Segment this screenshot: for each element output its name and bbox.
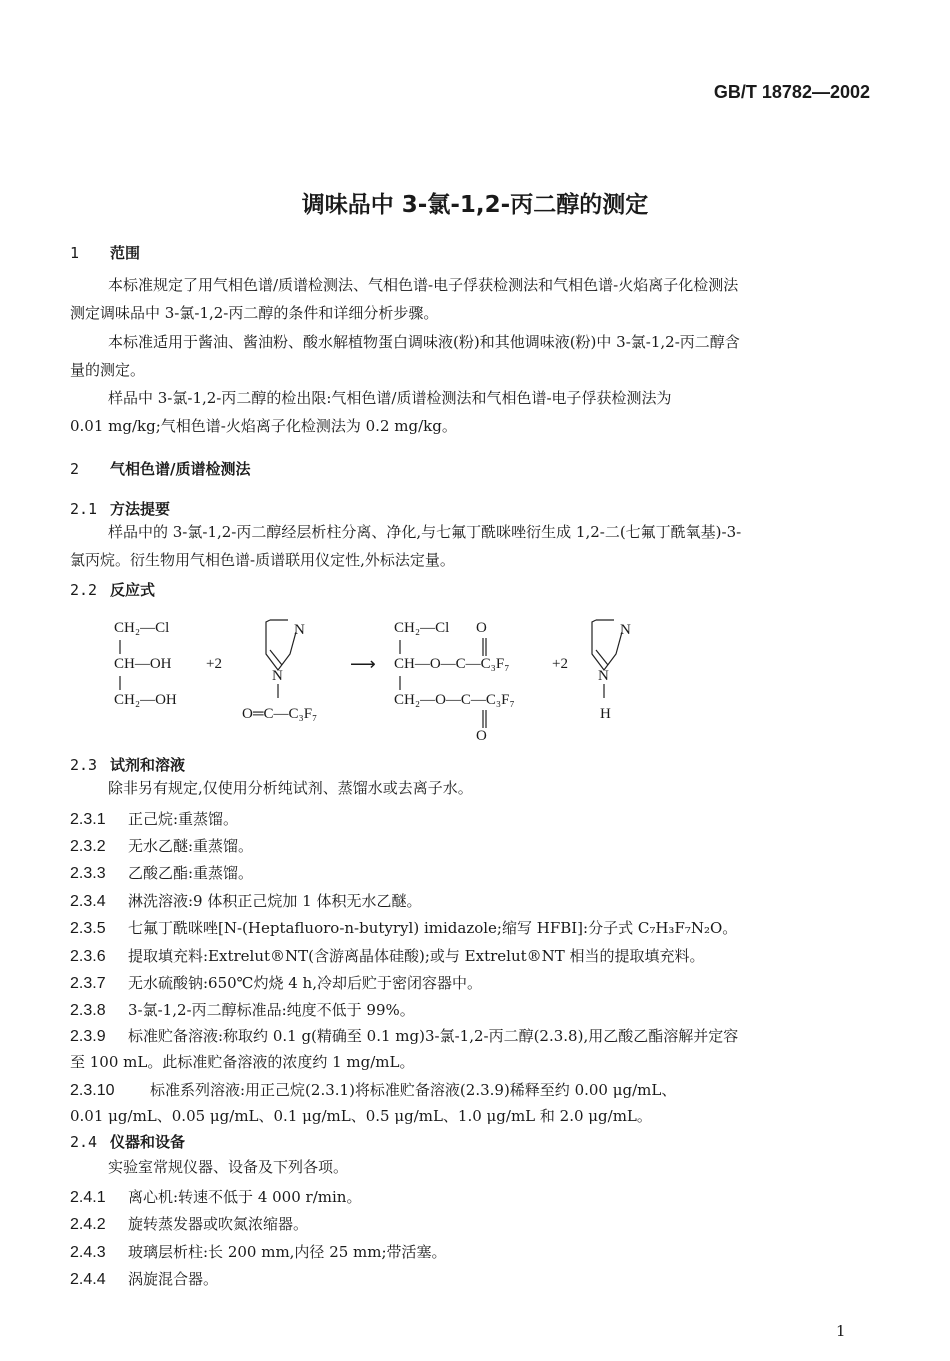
item-number: 2.3.1 [70,811,106,828]
item-text: 提取填充料:Extrelut®NT(含游离晶体硅酸);或与 Extrelut®NT 相当的提取填充料。 [128,947,705,965]
item-text: 至 100 mL。此标准贮备溶液的浓度约 1 mg/mL。 [70,1053,415,1071]
carbonyl-oxygen: O [476,728,487,744]
paragraph: 量的测定。 [70,361,146,379]
item-text: 正己烷:重蒸馏。 [128,810,239,828]
paragraph: 样品中的 3-氯-1,2-丙二醇经层析柱分离、净化,与七氟丁酰咪唑衍生成 1,2-二(七氟丁酰氧基)-3- [108,523,742,541]
paragraph: 0.01 mg/kg;气相色谱-火焰离子化检测法为 0.2 mg/kg。 [70,417,457,435]
product-chain-bottom: CH₂—O—C—C₃F₇ [394,692,515,708]
item-text: 3-氯-1,2-丙二醇标准品:纯度不低于 99%。 [128,1001,415,1019]
list-item [70,835,253,856]
paragraph: 本标准规定了用气相色谱/质谱检测法、气相色谱-电子俘获检测法和气相色谱-火焰离子化检测法 [108,276,739,294]
list-item [70,917,737,938]
item-number: 2.3.5 [70,920,106,937]
standard-number: GB/T 18782—2002 [713,82,870,102]
list-item [70,945,705,966]
section-number: 2.2 [70,581,98,599]
list-item [70,808,238,829]
carbonyl-oxygen: O [476,620,487,636]
plus-sign: +2 [552,656,568,672]
list-item [70,1186,361,1207]
paragraph: 测定调味品中 3-氯-1,2-丙二醇的条件和详细分析步骤。 [70,304,439,322]
paragraph: 样品中 3-氯-1,2-丙二醇的检出限:气相色谱/质谱检测法和气相色谱-电子俘获检测法为 [108,389,672,407]
section-number: 2.1 [70,500,98,518]
section-number: 2.3 [70,756,98,774]
subsection-2-2-heading [70,579,155,600]
ring-n-label: N [598,668,609,684]
section-number: 2 [70,460,80,478]
section-number: 2.4 [70,1133,98,1151]
list-item [70,890,421,911]
reactant-chain-bottom: CH₂—OH [114,692,177,708]
section-title: 反应式 [110,581,156,599]
list-item [70,1241,447,1262]
list-item [70,1213,308,1234]
paragraph: 本标准适用于酱油、酱油粉、酸水解植物蛋白调味液(粉)和其他调味液(粉)中 3-氯-1,2-丙二醇含 [108,333,740,351]
reaction-scheme [100,610,660,750]
item-number: 2.4.1 [70,1189,106,1206]
section-title: 方法提要 [110,500,171,518]
section-title: 范围 [110,244,141,262]
subsection-2-1-heading [70,498,170,519]
section-2-heading [70,458,250,479]
item-number: 2.3.7 [70,975,106,992]
item-number: 2.3.2 [70,838,106,855]
item-number: 2.3.10 [70,1082,115,1099]
section-title: 气相色谱/质谱检测法 [110,460,251,478]
item-number: 2.3.3 [70,865,106,882]
item-number: 2.3.6 [70,948,106,965]
item-text: 标准贮备溶液:称取约 0.1 g(精确至 0.1 mg)3-氯-1,2-丙二醇(2.3.8),用乙酸乙酯溶解并定容 [128,1027,739,1045]
list-item [70,972,482,993]
subsection-2-4-heading [70,1131,185,1152]
section-title: 仪器和设备 [110,1133,186,1151]
page-number: 1 [836,1322,846,1340]
list-item [70,1268,218,1289]
item-text: 涡旋混合器。 [128,1270,219,1288]
list-item-continuation [70,1105,652,1126]
list-item-continuation [70,1051,415,1072]
acyl-substituent: O═C—C₃F₇ [242,706,318,722]
list-item [70,1025,738,1046]
plus-sign: +2 [206,656,222,672]
reactant-chain-middle: CH—OH [114,656,172,672]
reaction-arrow: ⟶ [350,654,376,674]
item-number: 2.3.9 [70,1028,106,1045]
reactant-chain-top: CH₂—Cl [114,620,170,636]
item-text: 七氟丁酰咪唑[N-(Heptafluoro-n-butyryl) imidazole;缩写 HFBI]:分子式 C₇H₃F₇N₂O。 [128,919,738,937]
subsection-2-3-heading [70,754,185,775]
section-title: 试剂和溶液 [110,756,186,774]
list-item [70,862,253,883]
item-text: 无水乙醚:重蒸馏。 [128,837,254,855]
ring-n-label: N [620,622,631,638]
paragraph: 氯丙烷。衍生物用气相色谱-质谱联用仪定性,外标法定量。 [70,551,455,569]
item-number: 2.4.3 [70,1244,106,1261]
paragraph: 除非另有规定,仅使用分析纯试剂、蒸馏水或去离子水。 [108,779,473,797]
ring-n-label: N [294,622,305,638]
item-text: 无水硫酸钠:650℃灼烧 4 h,冷却后贮于密闭容器中。 [128,974,482,992]
item-number: 2.3.8 [70,1002,106,1019]
item-number: 2.4.2 [70,1216,106,1233]
item-text: 玻璃层析柱:长 200 mm,内径 25 mm;带活塞。 [128,1243,447,1261]
item-text: 0.01 μg/mL、0.05 μg/mL、0.1 μg/mL、0.5 μg/mL、1.0 μg/mL 和 2.0 μg/mL。 [70,1107,652,1125]
section-number: 1 [70,244,80,262]
item-text: 淋洗溶液:9 体积正己烷加 1 体积无水乙醚。 [128,892,422,910]
product-chain-middle: CH—O—C—C₃F₇ [394,656,510,672]
paragraph: 实验室常规仪器、设备及下列各项。 [108,1158,349,1176]
reaction-bonds [100,610,660,750]
section-1-heading [70,242,140,263]
item-text: 标准系列溶液:用正己烷(2.3.1)将标准贮备溶液(2.3.9)稀释至约 0.00 μg/mL、 [150,1081,677,1099]
item-text: 旋转蒸发器或吹氮浓缩器。 [128,1215,309,1233]
list-item [70,999,415,1020]
item-text: 离心机:转速不低于 4 000 r/min。 [128,1188,362,1206]
item-text: 乙酸乙酯:重蒸馏。 [128,864,254,882]
ring-h-label: H [600,706,611,722]
item-number: 2.3.4 [70,893,106,910]
list-item [70,1079,676,1100]
item-number: 2.4.4 [70,1271,106,1288]
product-chain-top: CH₂—Cl [394,620,450,636]
ring-n-label: N [272,668,283,684]
page-title: 调味品中 3-氯-1,2-丙二醇的测定 [301,192,649,218]
